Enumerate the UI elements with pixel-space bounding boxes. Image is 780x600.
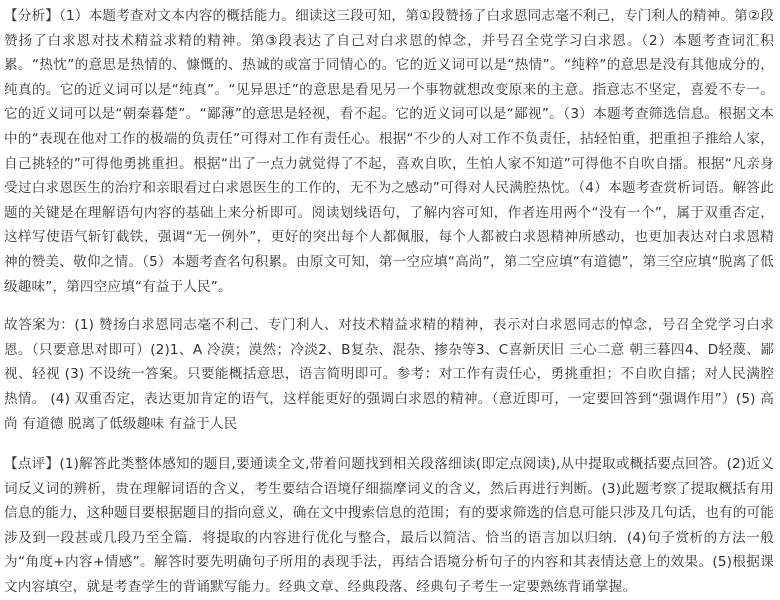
analysis-label: 【分析】 (4, 8, 60, 24)
analysis-text: （1）本题考查对文本内容的概括能力。细读这三段可知，第①段赞扬了白求恩同志毫不利己，专门利人的精神。第②段赞扬了白求恩对技术精益求精的精神。第③段表达了自己对白求恩的悼念，并号召全党学习白求恩。（2）本题考查词汇积累。“热忱”的意思是热情的、慷慨的、热诚的或富于同情心的。它的近义词可以是“热情”。“纯粹”的意思是没有其他成分的，纯真的。它的近义词可以是“纯真”。“见异思迁”的意思是看见另一个事物就想改变原来的主意。指意志不坚定，喜爱不专一。它的近义词可以是“朝秦暮楚”。“鄙薄”的意思是轻视，看不起。它的近义词可以是“鄙视”。（3）本题考查筛选信息。根据文本中的“表现在他对工作的极端的负责任”可得对工作有责任心。根据“不少的人对工作不负责任，拈轻怕重，把重担子推给人家，自己挑轻的”可得他勇挑重担。根据“出了一点力就觉得了不起，喜欢自吹，生怕人家不知道”可得他不自吹自擂。根据“凡亲身受过白求恩医生的治疗和亲眼看过白求恩医生的工作的，无不为之感动”可得对人民满腔热忱。（4）本题考查赏析词语。解答此题的关键是在理解语句内容的基础上来分析即可。阅读划线语句，了解内容可知，作者连用两个“没有一个”，属于双重否定，这样写使语气斩钉截铁，强调“无一例外”，更好的突出每个人都佩服，每个人都被白求恩精神所感动，也更加表达对白求恩精神的赞美、敬仰之情。（5）本题考查名句积累。由原文可知，第一空应填“高尚”，第二空应填“有道德”，第三空应填“脱离了低级趣味”，第四空应填“有益于人民”。 (4, 8, 774, 295)
comment-text: (1)解答此类整体感知的题目,要通读全文,带着问题找到相关段落细读(即定点阅读),从中提取或概括要点回答。(2)近义词反义词的辨析，贵在理解词语的含义，考生要结合语境仔细揣摩词义的含义，然后再进行判断。(3)此题考察了提取概括有用信息的能力，这种题目要根据题目的指向意义，确在文中搜索信息的范围；有的要求筛选的信息可能只涉及几句话，也有的可能涉及到一段甚或几段乃至全篇．将提取的内容进行优化与整合，最后以简洁、恰当的语言加以归纳．(4)句子赏析的方法一般为“角度+内容+情感”。解答时要先明确句子所用的表现手法，再结合语境分析句子的内容和其表情达意上的效果。(5)根据课文内容填空，就是考查学生的背诵默写能力。经典文章、经典段落、经典句子考生一定要熟练背诵掌握。 (4, 456, 774, 596)
answer-section (4, 313, 774, 436)
answer-text: (1) 赞扬白求恩同志毫不利己、专门利人、对技术精益求精的精神，表示对白求恩同志的悼念，号召全党学习白求恩。（只要意思对即可）(2)1、A 冷漠；漠然；冷淡2、B复杂、混杂、掺杂等3、C喜新厌旧 三心二意 朝三暮四4、D轻蔑、鄙视、轻视 (3) 不设统一答案。只要能概括意思，语言简明即可。参考：对工作有责任心，勇挑重担；不自吹自擂；对人民满腔热情。 (4) 双重否定，表达更加肯定的语气，这样能更好的强调白求恩的精神。（意近即可，一定要回答到“强调作用”）(5) 高尚 有道德 脱离了低级趣味 有益于人民 (4, 317, 775, 432)
comment-section (4, 452, 774, 600)
comment-label: 【点评】 (4, 456, 60, 473)
analysis-section (4, 4, 774, 299)
answer-label: 故答案为： (4, 317, 75, 334)
